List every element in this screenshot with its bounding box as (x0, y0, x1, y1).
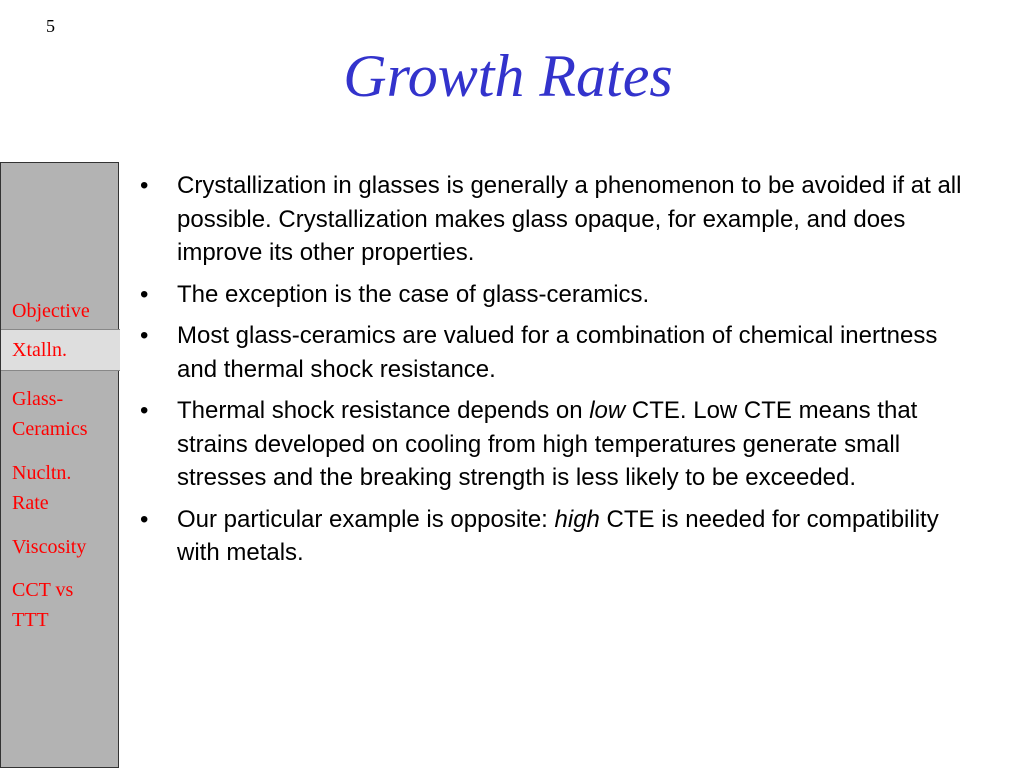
sidebar-item-viscosity[interactable] (1, 532, 120, 562)
emphasis-text: low (589, 397, 626, 424)
emphasis-text: high (554, 505, 600, 533)
bullet-item (140, 278, 980, 312)
bullet-text-after: CTE. Low CTE means that strains developed on cooling from high temperatures generate small stresses and the breaking strength is less likely to be exceeded. (177, 397, 918, 491)
sidebar-item-label: CCT vs (12, 579, 74, 601)
sidebar-item-xtalln[interactable] (1, 329, 120, 371)
sidebar-item-label: Objective (12, 300, 90, 322)
bullet-item (140, 319, 980, 386)
bullet-marker: • (140, 322, 149, 349)
bullet-text: Crystallization in glasses is generally a phenomenon to be avoided if at all possible. Crystallization makes glass opaque, for example, and does improve its other properties. (177, 172, 962, 266)
bullet-text (177, 506, 939, 567)
sidebar-item-label: Viscosity (12, 536, 87, 558)
bullet-list (140, 169, 980, 578)
sidebar-nav (0, 162, 119, 768)
bullet-text-after: CTE is needed for compatibility with metals. (177, 505, 939, 566)
bullet-marker: • (140, 397, 149, 424)
bullet-marker: • (140, 280, 149, 308)
slide-title: Growth Rates (343, 43, 673, 109)
bullet-item (140, 169, 980, 270)
sidebar-item-glass-ceramics[interactable] (1, 384, 120, 444)
bullet-item (140, 394, 980, 495)
sidebar-item-label: Glass- (12, 388, 64, 410)
sidebar-item-label: Xtalln. (12, 339, 67, 361)
sidebar-item-objective[interactable] (1, 296, 120, 326)
sidebar-item-label: Rate (12, 492, 49, 514)
bullet-marker: • (140, 505, 149, 533)
sidebar-item-label: Nucltn. (12, 462, 72, 484)
bullet-text-before: Our particular example is opposite: (177, 505, 555, 533)
bullet-text (177, 397, 917, 491)
bullet-text: The exception is the case of glass-ceramics. (177, 280, 650, 308)
bullet-item (140, 503, 980, 570)
sidebar-item-cct-vs-ttt[interactable] (1, 575, 120, 635)
bullet-text-before: Thermal shock resistance depends on (177, 397, 590, 424)
bullet-marker: • (140, 172, 149, 199)
sidebar-item-nucleation-rate[interactable] (1, 458, 120, 518)
sidebar-item-label: Ceramics (12, 418, 88, 440)
sidebar-item-label: TTT (12, 609, 49, 631)
bullet-text: Most glass-ceramics are valued for a combination of chemical inertness and thermal shock resistance. (177, 322, 938, 383)
slide-number: 5 (46, 16, 55, 36)
